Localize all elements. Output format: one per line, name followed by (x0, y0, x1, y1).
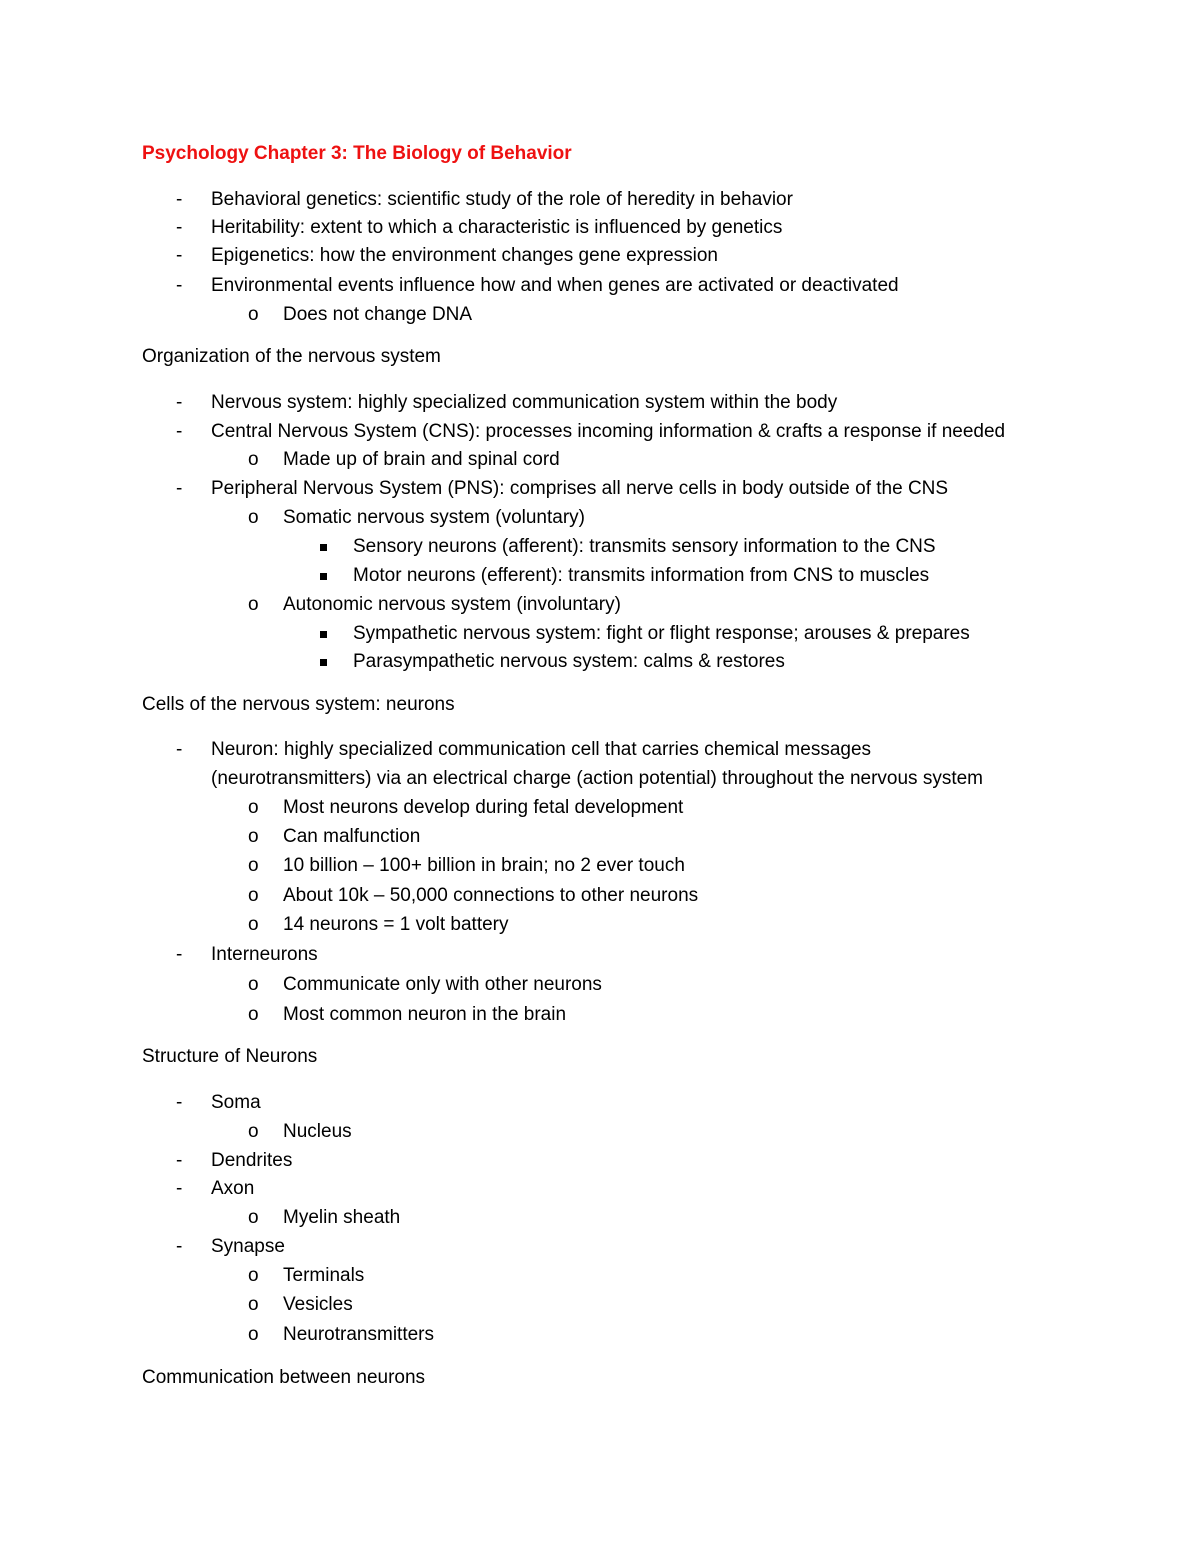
circle-marker: o (248, 1324, 259, 1345)
dash-marker: - (176, 421, 183, 442)
dash-marker: - (176, 217, 183, 238)
circle-marker: o (248, 885, 259, 906)
list-subsubitem: Parasympathetic nervous system: calms & restores (353, 651, 785, 672)
circle-marker: o (248, 1121, 259, 1142)
circle-marker: o (248, 507, 259, 528)
list-subsubitem: Motor neurons (efferent): transmits information from CNS to muscles (353, 565, 930, 586)
list-subitem: Somatic nervous system (voluntary) (283, 507, 585, 528)
dash-marker: - (176, 392, 183, 413)
list-item: Interneurons (211, 944, 318, 965)
list-subitem: Most common neuron in the brain (283, 1004, 567, 1025)
dash-marker: - (176, 478, 183, 499)
list-subitem: Can malfunction (283, 826, 421, 847)
dash-marker: - (176, 1150, 183, 1171)
page-title: Psychology Chapter 3: The Biology of Behavior (142, 143, 572, 164)
list-subitem: About 10k – 50,000 connections to other neurons (283, 885, 699, 906)
list-subitem: Does not change DNA (283, 304, 473, 325)
list-subitem: 14 neurons = 1 volt battery (283, 914, 509, 935)
list-subitem: 10 billion – 100+ billion in brain; no 2 ever touch (283, 855, 685, 876)
circle-marker: o (248, 797, 259, 818)
list-subsubitem: Sympathetic nervous system: fight or flight response; arouses & prepares (353, 623, 970, 644)
section-heading: Communication between neurons (142, 1367, 426, 1388)
list-item-continuation: (neurotransmitters) via an electrical charge (action potential) throughout the nervous system (211, 768, 983, 789)
circle-marker: o (248, 304, 259, 325)
list-item: Nervous system: highly specialized communication system within the body (211, 392, 838, 413)
list-item: Synapse (211, 1236, 285, 1257)
list-item: Neuron: highly specialized communication cell that carries chemical messages (211, 739, 872, 760)
circle-marker: o (248, 826, 259, 847)
dash-marker: - (176, 1178, 183, 1199)
list-subsubitem: Sensory neurons (afferent): transmits sensory information to the CNS (353, 536, 936, 557)
list-subitem: Neurotransmitters (283, 1324, 434, 1345)
dash-marker: - (176, 1236, 183, 1257)
dash-marker: - (176, 944, 183, 965)
list-item: Environmental events influence how and when genes are activated or deactivated (211, 275, 899, 296)
circle-marker: o (248, 1207, 259, 1228)
square-bullet-icon (320, 573, 327, 580)
list-subitem: Made up of brain and spinal cord (283, 449, 560, 470)
dash-marker: - (176, 739, 183, 760)
square-bullet-icon (320, 659, 327, 666)
list-subitem: Autonomic nervous system (involuntary) (283, 594, 621, 615)
circle-marker: o (248, 594, 259, 615)
square-bullet-icon (320, 544, 327, 551)
circle-marker: o (248, 974, 259, 995)
circle-marker: o (248, 1004, 259, 1025)
dash-marker: - (176, 1092, 183, 1113)
list-item: Behavioral genetics: scientific study of the role of heredity in behavior (211, 189, 793, 210)
list-subitem: Nucleus (283, 1121, 352, 1142)
dash-marker: - (176, 275, 183, 296)
section-heading: Cells of the nervous system: neurons (142, 694, 455, 715)
circle-marker: o (248, 1294, 259, 1315)
dash-marker: - (176, 245, 183, 266)
dash-marker: - (176, 189, 183, 210)
list-item: Soma (211, 1092, 261, 1113)
list-subitem: Vesicles (283, 1294, 353, 1315)
section-heading: Organization of the nervous system (142, 346, 441, 367)
circle-marker: o (248, 855, 259, 876)
list-subitem: Myelin sheath (283, 1207, 401, 1228)
circle-marker: o (248, 1265, 259, 1286)
list-item: Dendrites (211, 1150, 293, 1171)
list-item: Peripheral Nervous System (PNS): comprises all nerve cells in body outside of the CNS (211, 478, 949, 499)
list-item: Central Nervous System (CNS): processes incoming information & crafts a response if needed (211, 421, 1006, 442)
circle-marker: o (248, 449, 259, 470)
list-item: Heritability: extent to which a characteristic is influenced by genetics (211, 217, 783, 238)
section-heading: Structure of Neurons (142, 1046, 318, 1067)
list-item: Axon (211, 1178, 255, 1199)
list-subitem: Terminals (283, 1265, 365, 1286)
circle-marker: o (248, 914, 259, 935)
square-bullet-icon (320, 631, 327, 638)
list-item: Epigenetics: how the environment changes gene expression (211, 245, 718, 266)
list-subitem: Communicate only with other neurons (283, 974, 602, 995)
list-subitem: Most neurons develop during fetal development (283, 797, 684, 818)
